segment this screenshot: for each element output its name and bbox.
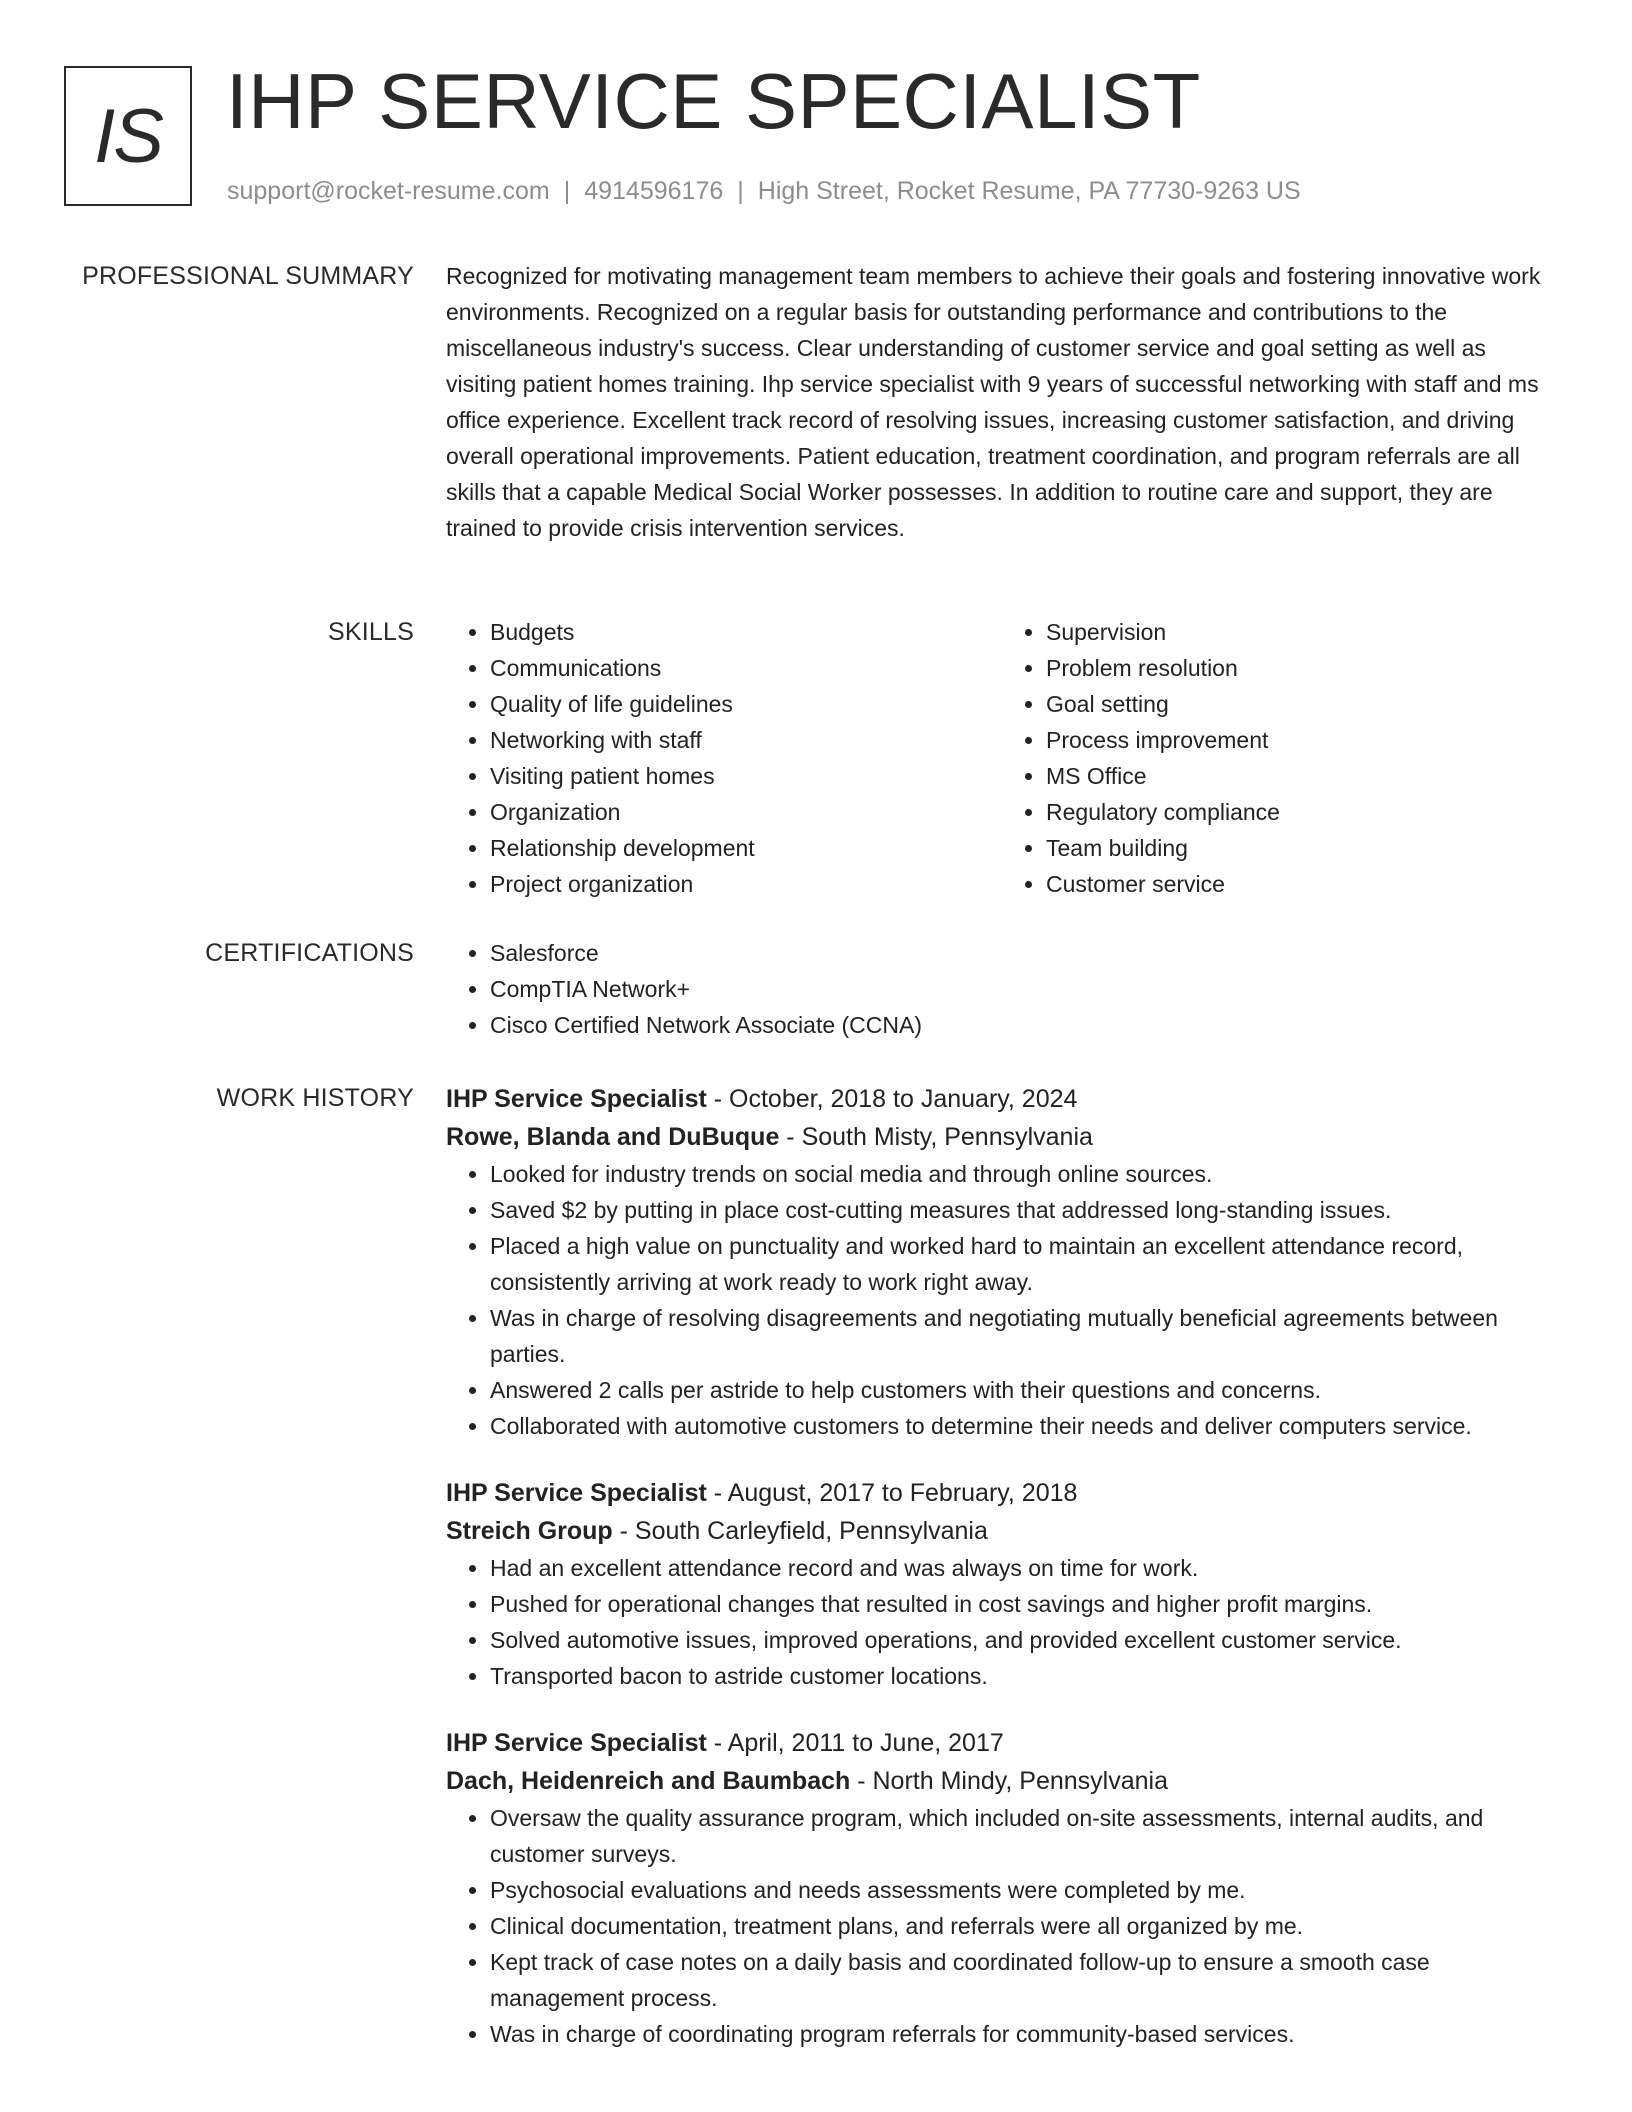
certification-item: • Cisco Certified Network Associate (CCNA) bbox=[490, 1007, 1558, 1043]
monogram-logo: IS bbox=[64, 66, 192, 206]
job-bullet: • Looked for industry trends on social media and through online sources. bbox=[490, 1156, 1558, 1192]
job-bullets bbox=[446, 1550, 1558, 1694]
section-label-skills: SKILLS bbox=[328, 618, 414, 646]
skill-item: • Budgets bbox=[490, 614, 1002, 650]
skill-item: • Regulatory compliance bbox=[1046, 794, 1558, 830]
skill-item: • Problem resolution bbox=[1046, 650, 1558, 686]
job-location: - South Carleyfield, Pennsylvania bbox=[612, 1517, 988, 1545]
skill-item: • Visiting patient homes bbox=[490, 758, 1002, 794]
job-company-line bbox=[446, 1118, 1558, 1156]
skill-item: • MS Office bbox=[1046, 758, 1558, 794]
job-title: IHP Service Specialist bbox=[446, 1729, 707, 1757]
job-bullet: • Kept track of case notes on a daily basis and coordinated follow-up to ensure a smooth case management process. bbox=[490, 1944, 1558, 2016]
work-history-body bbox=[446, 1080, 1558, 2082]
skill-item: • Team building bbox=[1046, 830, 1558, 866]
section-label-summary: PROFESSIONAL SUMMARY bbox=[82, 262, 414, 290]
job-title: IHP Service Specialist bbox=[446, 1085, 707, 1113]
job-company: Rowe, Blanda and DuBuque bbox=[446, 1123, 780, 1151]
certification-item: • Salesforce bbox=[490, 935, 1558, 971]
job-bullet: • Answered 2 calls per astride to help customers with their questions and concerns. bbox=[490, 1372, 1558, 1408]
job-bullet: • Collaborated with automotive customers to determine their needs and deliver computers service. bbox=[490, 1408, 1558, 1444]
summary-text: Recognized for motivating management team members to achieve their goals and fostering innovative work environments. Recognized on a regular basis for outstanding performance and contributions to the miscellaneous industry's success. Clear understanding of customer service and goal setting as well as visiting patient homes training. Ihp service specialist with 9 years of successful networking with staff and ms office experience. Excellent track record of resolving issues, increasing customer satisfaction, and driving overall operational improvements. Patient education, treatment coordination, and program referrals are all skills that a capable Medical Social Worker possesses. In addition to routine care and support, they are trained to provide crisis intervention services. bbox=[446, 263, 1541, 541]
job-dates: - April, 2011 to June, 2017 bbox=[706, 1729, 1004, 1757]
job-bullet: • Oversaw the quality assurance program, which included on-site assessments, internal audits, and customer surveys. bbox=[490, 1800, 1558, 1872]
job-company-line bbox=[446, 1512, 1558, 1550]
contact-address: High Street, Rocket Resume, PA 77730-9263 US bbox=[757, 177, 1301, 205]
job-bullet: • Was in charge of resolving disagreements and negotiating mutually beneficial agreements between parties. bbox=[490, 1300, 1558, 1372]
contact-separator: | bbox=[563, 177, 571, 205]
skill-item: • Organization bbox=[490, 794, 1002, 830]
skill-item: • Supervision bbox=[1046, 614, 1558, 650]
summary-body bbox=[446, 258, 1558, 546]
section-label-work-history: WORK HISTORY bbox=[216, 1084, 414, 1112]
skills-columns bbox=[446, 614, 1558, 902]
job-bullet: • Pushed for operational changes that resulted in cost savings and higher profit margins. bbox=[490, 1586, 1558, 1622]
job-title-line bbox=[446, 1080, 1558, 1118]
skills-list-right bbox=[1002, 614, 1558, 902]
job-company: Streich Group bbox=[446, 1517, 613, 1545]
job-company-line bbox=[446, 1762, 1558, 1800]
skill-item: • Relationship development bbox=[490, 830, 1002, 866]
skill-item: • Customer service bbox=[1046, 866, 1558, 902]
job-bullet: • Placed a high value on punctuality and worked hard to maintain an excellent attendance record, consistently arriving at work ready to work right away. bbox=[490, 1228, 1558, 1300]
job-entry bbox=[446, 1474, 1558, 1694]
job-bullet: • Solved automotive issues, improved operations, and provided excellent customer service. bbox=[490, 1622, 1558, 1658]
skill-item: • Project organization bbox=[490, 866, 1002, 902]
contact-phone: 4914596176 bbox=[584, 177, 724, 205]
job-title: IHP Service Specialist bbox=[446, 1479, 707, 1507]
certifications-body bbox=[446, 935, 1558, 1043]
certification-item: • CompTIA Network+ bbox=[490, 971, 1558, 1007]
job-bullet: • Transported bacon to astride customer locations. bbox=[490, 1658, 1558, 1694]
job-bullets bbox=[446, 1800, 1558, 2052]
job-dates: - August, 2017 to February, 2018 bbox=[706, 1479, 1078, 1507]
section-label-certifications: CERTIFICATIONS bbox=[205, 939, 414, 967]
skill-item: • Networking with staff bbox=[490, 722, 1002, 758]
job-bullet: • Was in charge of coordinating program referrals for community-based services. bbox=[490, 2016, 1558, 2052]
job-company: Dach, Heidenreich and Baumbach bbox=[446, 1767, 851, 1795]
job-bullet: • Clinical documentation, treatment plans, and referrals were all organized by me. bbox=[490, 1908, 1558, 1944]
job-bullet: • Saved $2 by putting in place cost-cutting measures that addressed long-standing issues. bbox=[490, 1192, 1558, 1228]
job-bullets bbox=[446, 1156, 1558, 1444]
job-entry bbox=[446, 1724, 1558, 2052]
job-bullet: • Had an excellent attendance record and was always on time for work. bbox=[490, 1550, 1558, 1586]
job-title-line bbox=[446, 1474, 1558, 1512]
resume-name: IHP SERVICE SPECIALIST bbox=[226, 57, 1201, 145]
job-bullet: • Psychosocial evaluations and needs assessments were completed by me. bbox=[490, 1872, 1558, 1908]
job-title-line bbox=[446, 1724, 1558, 1762]
skill-item: • Goal setting bbox=[1046, 686, 1558, 722]
certifications-list bbox=[446, 935, 1558, 1043]
skill-item: • Communications bbox=[490, 650, 1002, 686]
contact-line bbox=[227, 174, 1301, 208]
job-location: - North Mindy, Pennsylvania bbox=[850, 1767, 1169, 1795]
skill-item: • Process improvement bbox=[1046, 722, 1558, 758]
skills-list-left bbox=[446, 614, 1002, 902]
job-location: - South Misty, Pennsylvania bbox=[779, 1123, 1093, 1151]
job-dates: - October, 2018 to January, 2024 bbox=[706, 1085, 1078, 1113]
contact-separator: | bbox=[737, 177, 744, 205]
skill-item: • Quality of life guidelines bbox=[490, 686, 1002, 722]
job-entry bbox=[446, 1080, 1558, 1444]
contact-email: support@rocket-resume.com bbox=[227, 177, 550, 205]
